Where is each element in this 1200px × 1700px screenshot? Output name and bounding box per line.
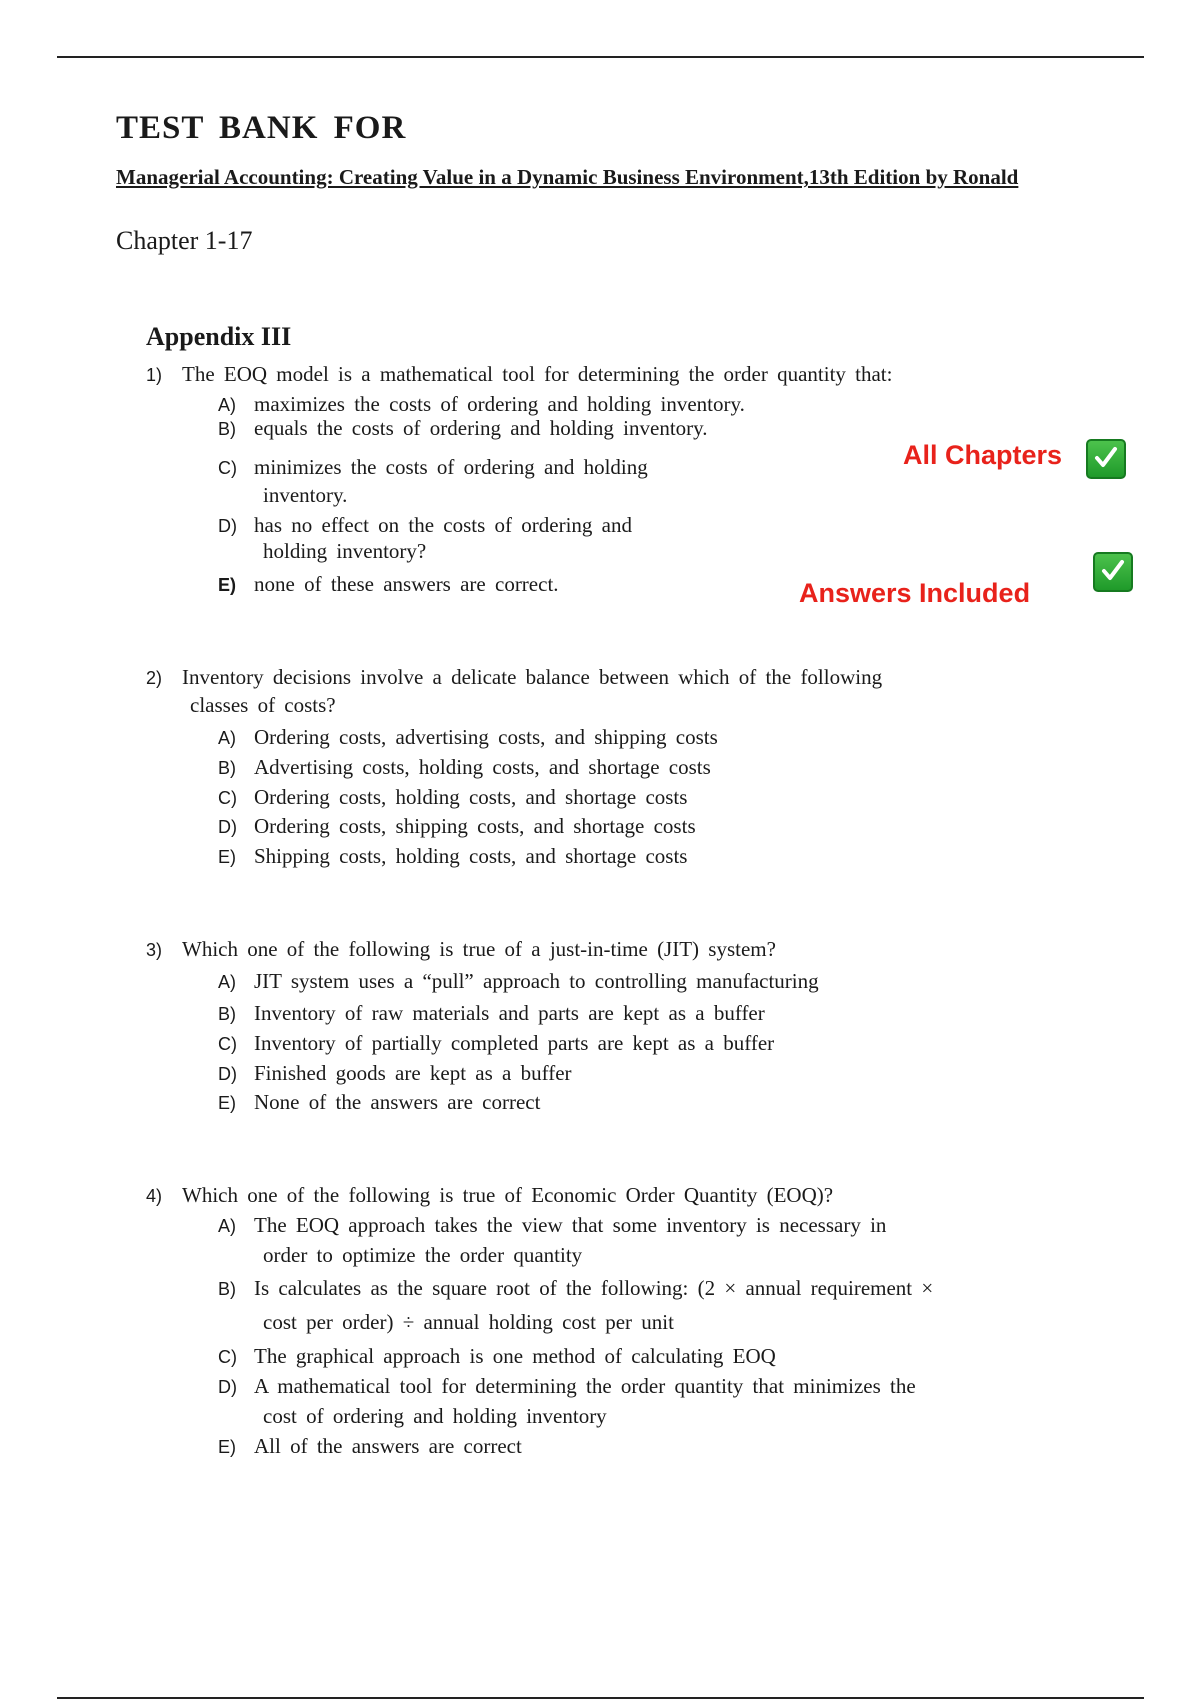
chapter-range: Chapter 1-17 — [116, 226, 253, 255]
option-2c — [218, 785, 687, 810]
bottom-rule — [57, 1697, 1144, 1699]
option-2d — [218, 814, 696, 839]
question-2-continued: classes of costs? — [190, 693, 336, 717]
option-label: B) — [218, 419, 236, 439]
question-text: Which one of the following is true of a just-in-time (JIT) system? — [182, 937, 776, 961]
option-text: The graphical approach is one method of calculating EOQ — [254, 1344, 776, 1368]
question-text: The EOQ model is a mathematical tool for determining the order quantity that: — [182, 362, 893, 386]
option-label: A) — [218, 1216, 236, 1236]
option-label: B) — [218, 1279, 236, 1299]
option-label: D) — [218, 1377, 237, 1397]
option-text: Ordering costs, holding costs, and shortage costs — [254, 785, 688, 809]
all-chapters-badge: All Chapters — [903, 440, 1063, 470]
section-heading: Appendix III — [146, 322, 292, 351]
option-label: E) — [218, 575, 236, 595]
option-label: C) — [218, 1034, 237, 1054]
question-4 — [146, 1183, 833, 1208]
check-icon — [1093, 552, 1133, 592]
option-1e — [218, 572, 559, 597]
option-4e — [218, 1434, 522, 1459]
option-label: E) — [218, 847, 236, 867]
question-number: 1) — [146, 365, 163, 385]
question-1 — [146, 362, 892, 387]
option-label: D) — [218, 1064, 237, 1084]
answers-included-badge: Answers Included — [799, 578, 1031, 608]
option-2a — [218, 725, 718, 750]
option-3d — [218, 1061, 572, 1086]
option-1a — [218, 392, 745, 417]
option-2b — [218, 755, 711, 780]
option-label: A) — [218, 728, 236, 748]
question-text: Which one of the following is true of Economic Order Quantity (EOQ)? — [182, 1183, 834, 1207]
option-label: C) — [218, 458, 237, 478]
option-4d-continued: cost of ordering and holding inventory — [263, 1404, 607, 1428]
option-label: D) — [218, 516, 237, 536]
option-text: Inventory of raw materials and parts are kept as a buffer — [254, 1001, 765, 1025]
option-text: Ordering costs, advertising costs, and shipping costs — [254, 725, 718, 749]
option-4a — [218, 1213, 886, 1238]
option-label: B) — [218, 758, 236, 778]
option-text: Advertising costs, holding costs, and shortage costs — [254, 755, 711, 779]
option-3c — [218, 1031, 774, 1056]
option-1b — [218, 416, 708, 441]
option-label: D) — [218, 817, 237, 837]
top-rule — [57, 56, 1144, 58]
option-text: Is calculates as the square root of the following: (2 × annual requirement × — [254, 1276, 934, 1300]
option-label: E) — [218, 1437, 236, 1457]
option-1d-continued: holding inventory? — [263, 539, 427, 563]
option-4d — [218, 1374, 916, 1399]
option-text: none of these answers are correct. — [254, 572, 559, 596]
option-text: Inventory of partially completed parts are kept as a buffer — [254, 1031, 775, 1055]
question-number: 2) — [146, 668, 163, 688]
question-number: 3) — [146, 940, 163, 960]
option-3b — [218, 1001, 765, 1026]
option-4b — [218, 1276, 933, 1301]
option-4c — [218, 1344, 776, 1369]
option-text: maximizes the costs of ordering and holding inventory. — [254, 392, 745, 416]
option-text: A mathematical tool for determining the order quantity that minimizes the — [254, 1374, 916, 1398]
option-label: A) — [218, 395, 236, 415]
option-text: Finished goods are kept as a buffer — [254, 1061, 572, 1085]
option-label: C) — [218, 1347, 237, 1367]
option-1c-continued: inventory. — [263, 483, 348, 507]
option-text: All of the answers are correct — [254, 1434, 522, 1458]
option-text: The EOQ approach takes the view that some inventory is necessary in — [254, 1213, 887, 1237]
option-text: has no effect on the costs of ordering and — [254, 513, 633, 537]
question-2 — [146, 665, 882, 690]
option-text: Ordering costs, shipping costs, and shortage costs — [254, 814, 696, 838]
option-4b-continued: cost per order) ÷ annual holding cost per unit — [263, 1310, 674, 1334]
question-number: 4) — [146, 1186, 163, 1206]
option-label: A) — [218, 972, 236, 992]
option-3e — [218, 1090, 540, 1115]
book-subtitle: Managerial Accounting: Creating Value in a Dynamic Business Environment,13th Edition by Ronald — [116, 165, 1019, 189]
option-label: B) — [218, 1004, 236, 1024]
question-3 — [146, 937, 776, 962]
option-text: JIT system uses a “pull” approach to controlling manufacturing — [254, 969, 819, 993]
check-icon — [1086, 439, 1126, 479]
option-text: Shipping costs, holding costs, and shortage costs — [254, 844, 688, 868]
option-2e — [218, 844, 687, 869]
option-3a — [218, 969, 819, 994]
page-title: TEST BANK FOR — [116, 110, 407, 146]
option-text: None of the answers are correct — [254, 1090, 541, 1114]
option-label: E) — [218, 1093, 236, 1113]
option-text: minimizes the costs of ordering and holding — [254, 455, 648, 479]
option-4a-continued: order to optimize the order quantity — [263, 1243, 583, 1267]
option-text: equals the costs of ordering and holding inventory. — [254, 416, 708, 440]
option-1d — [218, 513, 632, 538]
option-label: C) — [218, 788, 237, 808]
option-1c — [218, 455, 648, 480]
question-text: Inventory decisions involve a delicate balance between which of the following — [182, 665, 883, 689]
